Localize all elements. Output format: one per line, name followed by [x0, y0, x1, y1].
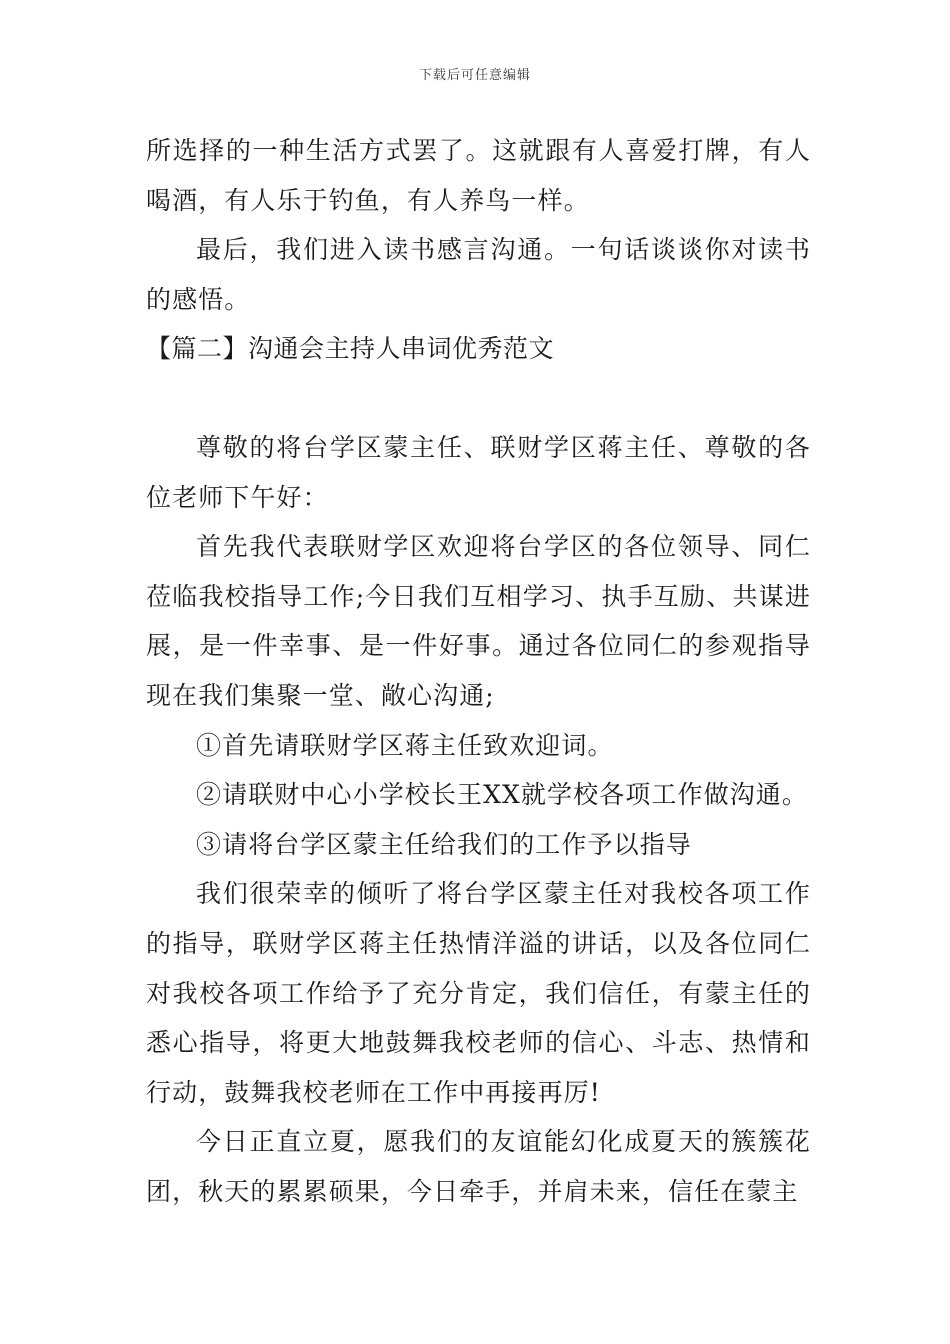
agenda-item-1: ①首先请联财学区蒋主任致欢迎词。: [196, 730, 614, 760]
page-header-note: 下载后可任意编辑: [418, 68, 531, 83]
agenda-item-3: ③请将台学区蒙主任给我们的工作予以指导: [196, 829, 692, 859]
paragraph-1: 所选择的一种生活方式罢了。这就跟有人喜爱打牌，有人喝酒，有人乐于钓鱼，有人养鸟一样。: [146, 136, 811, 215]
section-title: 【篇二】沟通会主持人串词优秀范文: [146, 334, 555, 364]
blank-line: [146, 374, 811, 423]
agenda-item-2: ②请联财中心小学校长王XX就学校各项工作做沟通。: [196, 780, 808, 810]
paragraph-thanks: 我们很荣幸的倾听了将台学区蒙主任对我校各项工作的指导，联财学区蒋主任热情洋溢的讲话，以及各位同仁对我校各项工作给予了充分肯定，我们信任，有蒙主任的悉心指导，将更大地鼓舞我校老师的信心、斗志、热情和行动，鼓舞我校老师在工作中再接再厉!: [146, 879, 811, 1107]
paragraph-welcome: 首先我代表联财学区欢迎将台学区的各位领导、同仁莅临我校指导工作;今日我们互相学习、执手互励、共谋进展，是一件幸事、是一件好事。通过各位同仁的参观指导现在我们集聚一堂、敞心沟通;: [146, 532, 811, 710]
paragraph-greeting: 尊敬的将台学区蒙主任、联财学区蒋主任、尊敬的各位老师下午好：: [146, 432, 811, 512]
document-body: [146, 126, 811, 1216]
paragraph-2: 最后，我们进入读书感言沟通。一句话谈谈你对读书的感悟。: [146, 235, 811, 314]
paragraph-closing: 今日正直立夏，愿我们的友谊能幻化成夏天的簇簇花团，秋天的累累硕果，今日牵手，并肩未来，信任在蒙主: [146, 1127, 811, 1206]
